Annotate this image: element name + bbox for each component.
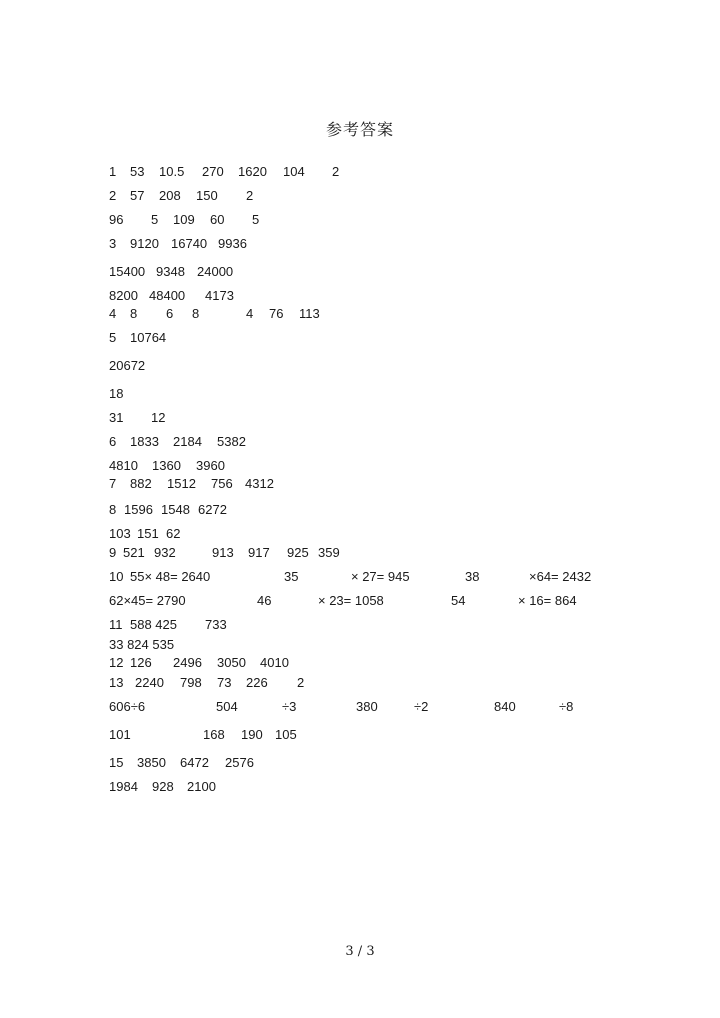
answer-value: 76: [269, 306, 284, 321]
answer-value: 4312: [245, 476, 274, 491]
answer-value: 1512: [167, 476, 196, 491]
answer-value: 1360: [152, 458, 181, 473]
answer-value: 380: [356, 699, 378, 714]
answer-line: [0, 617, 720, 635]
answer-value: 504: [216, 699, 238, 714]
answer-value: 53: [130, 164, 145, 179]
answer-value: 15400: [109, 264, 146, 279]
answer-value: 1596: [124, 502, 153, 517]
answer-value: 2: [109, 188, 117, 203]
answer-value: × 23= 1058: [318, 593, 384, 608]
answer-value: 2: [332, 164, 340, 179]
answer-line: [0, 288, 720, 306]
answer-value: × 16= 864: [518, 593, 577, 608]
answer-value: 5382: [217, 434, 246, 449]
answer-value: 588 425: [130, 617, 177, 632]
answer-line: [0, 727, 720, 745]
answer-value: 46: [257, 593, 272, 608]
answer-value: 18: [109, 386, 124, 401]
answer-value: 917: [248, 545, 270, 560]
answer-line: [0, 358, 720, 376]
answer-value: 1833: [130, 434, 159, 449]
answer-value: 20672: [109, 358, 146, 373]
page-number: 3 / 3: [345, 944, 375, 959]
answer-value: 168: [203, 727, 225, 742]
answer-value: 3: [109, 236, 117, 251]
answer-line: [0, 755, 720, 773]
answer-value: 54: [451, 593, 466, 608]
answer-value: 73: [217, 675, 232, 690]
answer-value: 8200: [109, 288, 138, 303]
answer-line: [0, 386, 720, 404]
answer-line: [0, 699, 720, 717]
answer-value: 2240: [135, 675, 164, 690]
answer-value: 9936: [218, 236, 247, 251]
answer-value: 2184: [173, 434, 202, 449]
answer-value: 6272: [198, 502, 227, 517]
answer-value: 57: [130, 188, 145, 203]
answer-value: 5: [151, 212, 159, 227]
answer-value: 151: [137, 526, 159, 541]
answer-line: [0, 458, 720, 476]
answer-value: 8: [192, 306, 200, 321]
answer-value: 35: [284, 569, 299, 584]
answer-value: 6472: [180, 755, 209, 770]
answer-value: 1620: [238, 164, 267, 179]
answer-value: 4010: [260, 655, 289, 670]
answer-value: 3850: [137, 755, 166, 770]
answer-value: 756: [211, 476, 233, 491]
page-title: 参考答案: [325, 120, 394, 139]
answer-line: [0, 637, 720, 655]
answer-value: 6: [166, 306, 174, 321]
answer-value: 13: [109, 675, 124, 690]
answer-value: 882: [130, 476, 152, 491]
answer-value: 7: [109, 476, 117, 491]
answer-line: [0, 330, 720, 348]
answer-value: 103: [109, 526, 131, 541]
answer-line: [0, 264, 720, 282]
answer-value: 104: [283, 164, 305, 179]
answer-value: 24000: [197, 264, 234, 279]
answer-value: 9120: [130, 236, 159, 251]
answer-value: × 27= 945: [351, 569, 410, 584]
answer-value: 10: [109, 569, 124, 584]
answer-value: 2: [297, 675, 305, 690]
answer-value: 9348: [156, 264, 185, 279]
answer-value: 3050: [217, 655, 246, 670]
answer-value: 12: [109, 655, 124, 670]
answer-value: 38: [465, 569, 480, 584]
answer-value: 48400: [149, 288, 186, 303]
answer-value: 109: [173, 212, 195, 227]
answer-line: [0, 236, 720, 254]
answer-line: [0, 476, 720, 494]
answer-value: 150: [196, 188, 218, 203]
answer-value: 60: [210, 212, 225, 227]
answer-line: [0, 779, 720, 797]
answer-value: 11: [109, 617, 123, 632]
answer-value: 101: [109, 727, 131, 742]
answer-value: 4: [109, 306, 117, 321]
answer-value: 10.5: [159, 164, 185, 179]
answer-value: 190: [241, 727, 263, 742]
answer-value: 798: [180, 675, 202, 690]
answer-value: 226: [246, 675, 268, 690]
answer-value: 1984: [109, 779, 138, 794]
answer-value: 55× 48= 2640: [130, 569, 211, 584]
answer-value: 6: [109, 434, 117, 449]
answer-value: 8: [130, 306, 138, 321]
answer-value: 208: [159, 188, 181, 203]
answer-value: 606÷6: [109, 699, 146, 714]
answer-value: 31: [109, 410, 124, 425]
answer-line: [0, 410, 720, 428]
answer-value: ÷2: [414, 699, 429, 714]
answer-value: 105: [275, 727, 297, 742]
answer-value: 913: [212, 545, 234, 560]
answer-value: 521: [123, 545, 145, 560]
answer-line: [0, 502, 720, 520]
answer-value: 928: [152, 779, 174, 794]
answer-value: 15: [109, 755, 124, 770]
answer-value: ÷8: [559, 699, 574, 714]
answer-value: 2: [246, 188, 254, 203]
answer-value: 113: [299, 306, 320, 321]
answer-value: 10764: [130, 330, 167, 345]
answer-value: ×64= 2432: [529, 569, 592, 584]
answer-value: 9: [109, 545, 117, 560]
answer-value: 2100: [187, 779, 216, 794]
answer-value: 733: [205, 617, 227, 632]
answer-line: [0, 434, 720, 452]
answer-value: 5: [252, 212, 260, 227]
answer-value: 62: [166, 526, 181, 541]
answer-value: 33 824 535: [109, 637, 175, 652]
answer-value: ÷3: [282, 699, 297, 714]
answer-line: [0, 593, 720, 611]
answer-value: 270: [202, 164, 224, 179]
answer-value: 16740: [171, 236, 208, 251]
answer-value: 8: [109, 502, 117, 517]
answer-value: 62×45= 2790: [109, 593, 186, 608]
answer-value: 4: [246, 306, 254, 321]
answer-line: [0, 569, 720, 587]
answer-value: 925: [287, 545, 309, 560]
answer-line: [0, 188, 720, 206]
answer-value: 1548: [161, 502, 190, 517]
answer-value: 2576: [225, 755, 254, 770]
answer-value: 4810: [109, 458, 138, 473]
answer-value: 2496: [173, 655, 202, 670]
answer-value: 126: [130, 655, 152, 670]
answer-value: 1: [109, 164, 117, 179]
answer-value: 5: [109, 330, 117, 345]
answer-line: [0, 675, 720, 693]
answer-line: [0, 164, 720, 182]
answer-line: [0, 212, 720, 230]
answer-value: 3960: [196, 458, 225, 473]
answer-line: [0, 526, 720, 544]
answer-line: [0, 655, 720, 673]
answer-value: 840: [494, 699, 516, 714]
answer-line: [0, 306, 720, 324]
answer-line: [0, 545, 720, 563]
answer-value: 12: [151, 410, 166, 425]
answer-value: 4173: [205, 288, 234, 303]
answer-value: 359: [318, 545, 340, 560]
answer-value: 96: [109, 212, 124, 227]
answer-value: 932: [154, 545, 176, 560]
